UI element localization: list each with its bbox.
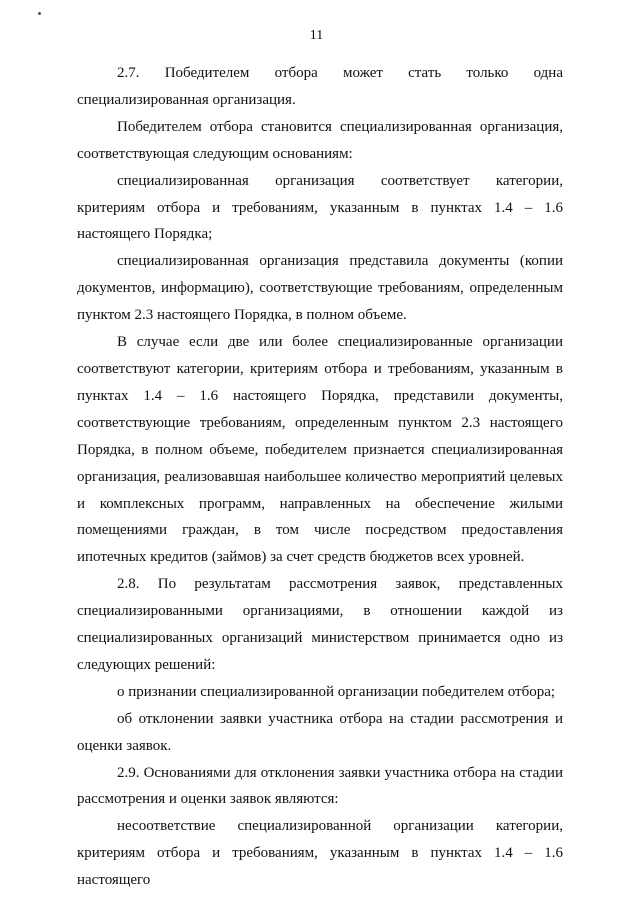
paragraph-criteria-category: специализированная организация соответствует категории, критериям отбора и требованиям, указанным в пунктах 1.4 – 1.6 настоящего Порядка; xyxy=(77,172,563,243)
paragraph-tie-break: В случае если две или более специализированные организации соответствуют категории, критериям отбора и требованиям, указанным в пунктах 1.4 – 1.6 настоящего Порядка, представили документы, соответствующие требованиям, определенным пунктом 2.3 настоящего Порядка, в полном объеме, победителем признается специализированная организация, реализовавшая наибольшее количество мероприятий целевых и комплексных программ, направленных на обеспечение жилыми помещениями граждан, в том числе посредством предоставления ипотечных кредитов (займов) за счет средств бюджетов всех уровней. xyxy=(77,334,563,566)
paragraph-decision-winner: о признании специализированной организации победителем отбора; xyxy=(117,683,556,700)
scan-speck xyxy=(38,12,41,15)
paragraph-2-9: 2.9. Основаниями для отклонения заявки участника отбора на стадии рассмотрения и оценки заявок являются: xyxy=(77,764,563,808)
paragraph-reject-reason: несоответствие специализированной организации категории, критериям отбора и требованиям, указанным в пунктах 1.4 – 1.6 настоящего xyxy=(77,818,563,889)
document-body xyxy=(77,60,563,894)
page-number: 11 xyxy=(309,28,324,43)
paragraph-2-8: 2.8. По результатам рассмотрения заявок, представленных специализированными организациями, в отношении каждой из специализированных организаций министерством принимается одно из следующих решений: xyxy=(77,576,563,673)
paragraph-criteria-documents: специализированная организация представила документы (копии документов, информацию), соответствующие требованиям, определенным пунктом 2.3 настоящего Порядка, в полном объеме. xyxy=(77,253,563,324)
paragraph-decision-reject: об отклонении заявки участника отбора на стадии рассмотрения и оценки заявок. xyxy=(77,710,563,754)
paragraph-winner-criteria: Победителем отбора становится специализированная организация, соответствующая следующим основаниям: xyxy=(77,118,563,162)
paragraph-2-7: 2.7. Победителем отбора может стать только одна специализированная организация. xyxy=(77,65,563,108)
